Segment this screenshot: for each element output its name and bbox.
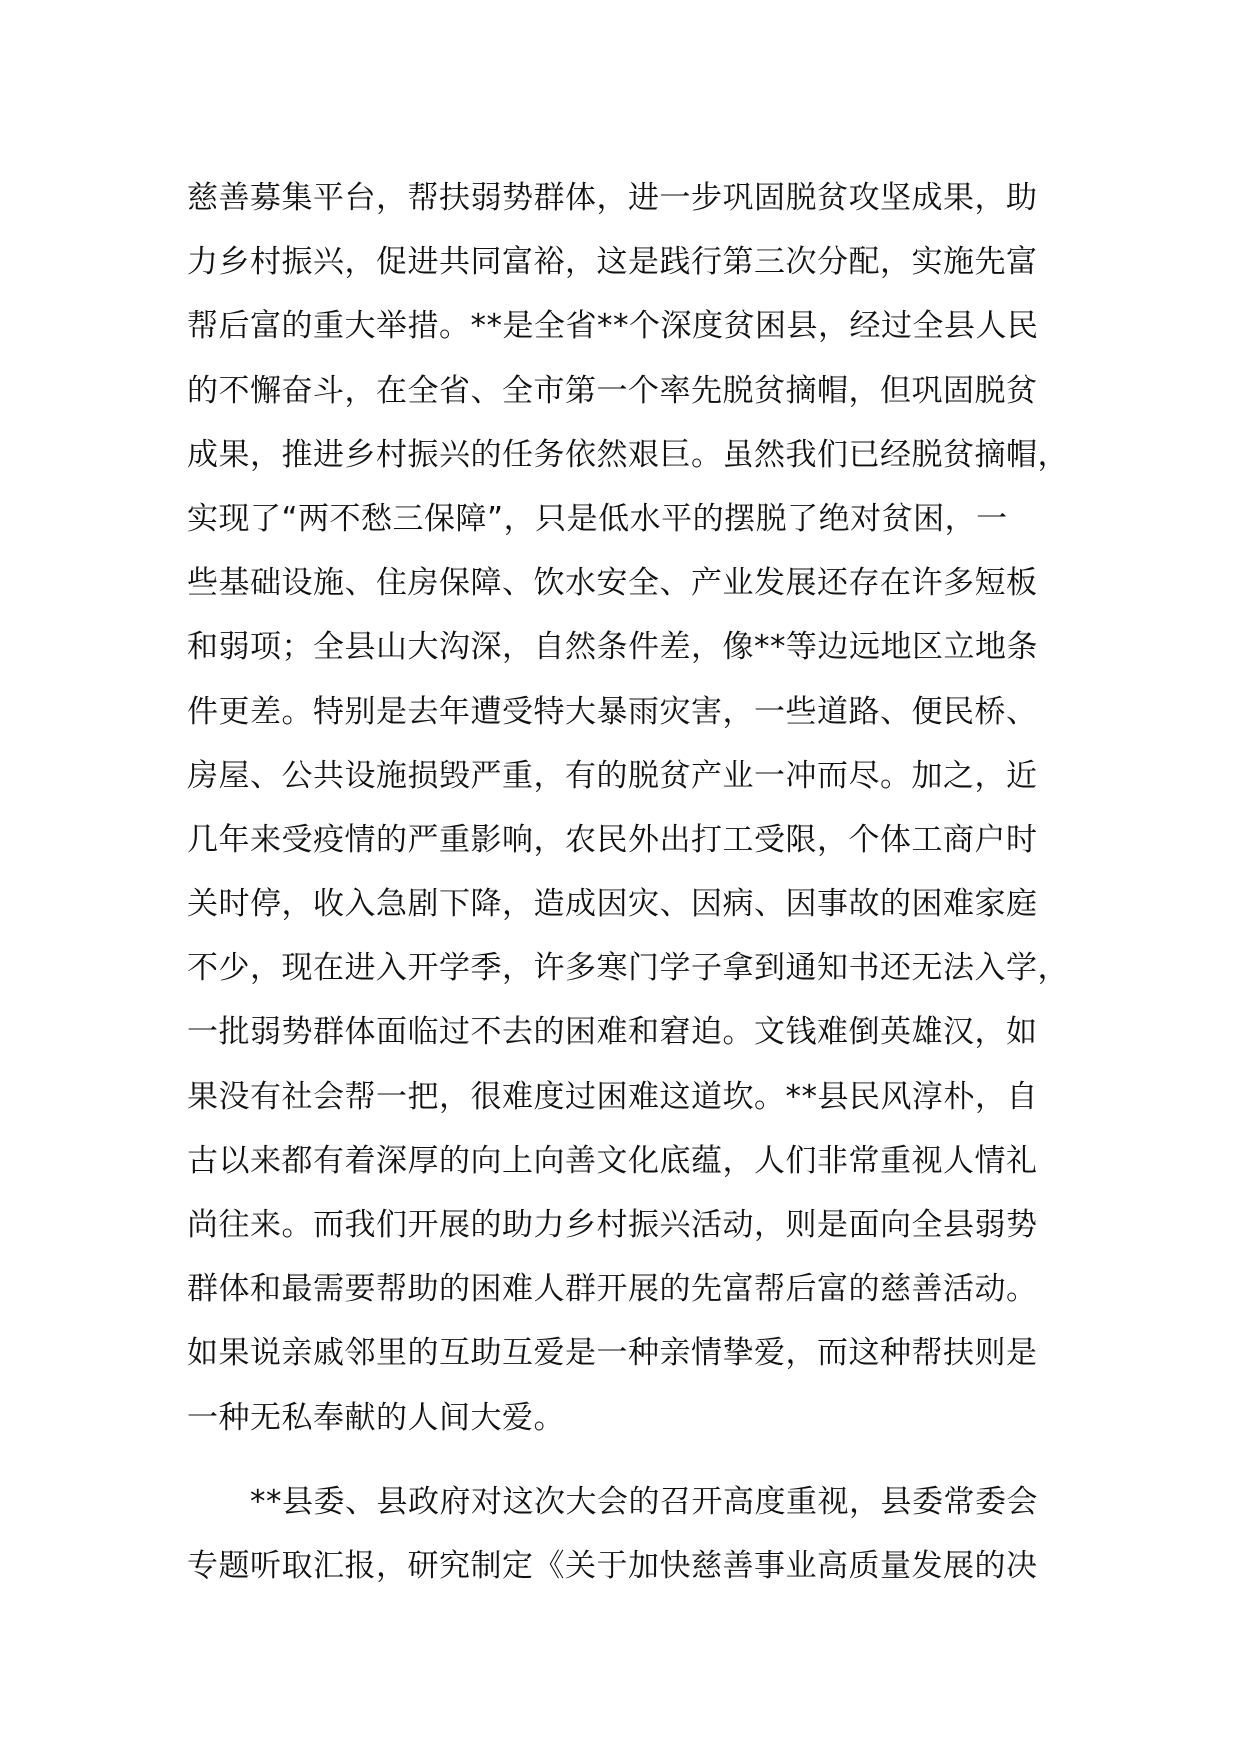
text-line: 和弱项；全县山大沟深，自然条件差，像**等边远地区立地条 bbox=[187, 629, 1038, 666]
text-line: 件更差。特别是去年遭受特大暴雨灾害，一些道路、便民桥、 bbox=[187, 693, 1038, 730]
text-line: 实现了“两不愁三保障”，只是低水平的摆脱了绝对贫困，一 bbox=[187, 500, 1008, 537]
paragraph-spacing bbox=[187, 1450, 1077, 1470]
text-line: 专题听取汇报，研究制定《关于加快慈善事业高质量发展的决 bbox=[187, 1547, 1038, 1584]
paragraph bbox=[187, 166, 1077, 1450]
paragraph bbox=[187, 1470, 1077, 1598]
text-line: 尚往来。而我们开展的助力乡村振兴活动，则是面向全县弱势 bbox=[187, 1207, 1038, 1243]
text-line: 一种无私奉献的人间大爱。 bbox=[187, 1399, 565, 1436]
text-line: 帮后富的重大举措。**是全省**个深度贫困县，经过全县人民 bbox=[187, 308, 1039, 345]
text-line: 古以来都有着深厚的向上向善文化底蕴，人们非常重视人情礼 bbox=[187, 1142, 1038, 1179]
text-line: 房屋、公共设施损毁严重，有的脱贫产业一冲而尽。加之，近 bbox=[187, 757, 1038, 794]
text-line: 关时停，收入急剧下降，造成因灾、因病、因事故的困难家庭 bbox=[187, 886, 1038, 923]
text-line: 一批弱势群体面临过不去的困难和窘迫。文钱难倒英雄汉，如 bbox=[187, 1014, 1038, 1051]
text-line: 群体和最需要帮助的困难人群开展的先富帮后富的慈善活动。 bbox=[187, 1271, 1038, 1308]
text-line: 成果，推进乡村振兴的任务依然艰巨。虽然我们已经脱贫摘帽， bbox=[187, 436, 1069, 473]
text-line: 慈善募集平台，帮扶弱势群体，进一步巩固脱贫攻坚成果，助 bbox=[187, 180, 1038, 216]
text-line: 不少，现在进入开学季，许多寒门学子拿到通知书还无法入学， bbox=[187, 950, 1069, 987]
text-line: 几年来受疫情的严重影响，农民外出打工受限，个体工商户时 bbox=[187, 821, 1038, 858]
body-text bbox=[187, 166, 1077, 1598]
text-line: 些基础设施、住房保障、饮水安全、产业发展还存在许多短板 bbox=[187, 565, 1038, 602]
text-line: 力乡村振兴，促进共同富裕，这是践行第三次分配，实施先富 bbox=[187, 244, 1038, 281]
text-line: 如果说亲戚邻里的互助互爱是一种亲情挚爱，而这种帮扶则是 bbox=[187, 1335, 1038, 1372]
text-line: **县委、县政府对这次大会的召开高度重视，县委常委会 bbox=[187, 1483, 1038, 1520]
text-line: 果没有社会帮一把，很难度过困难这道坎。**县民风淳朴，自 bbox=[187, 1078, 1038, 1115]
text-line: 的不懈奋斗，在全省、全市第一个率先脱贫摘帽，但巩固脱贫 bbox=[187, 372, 1038, 409]
